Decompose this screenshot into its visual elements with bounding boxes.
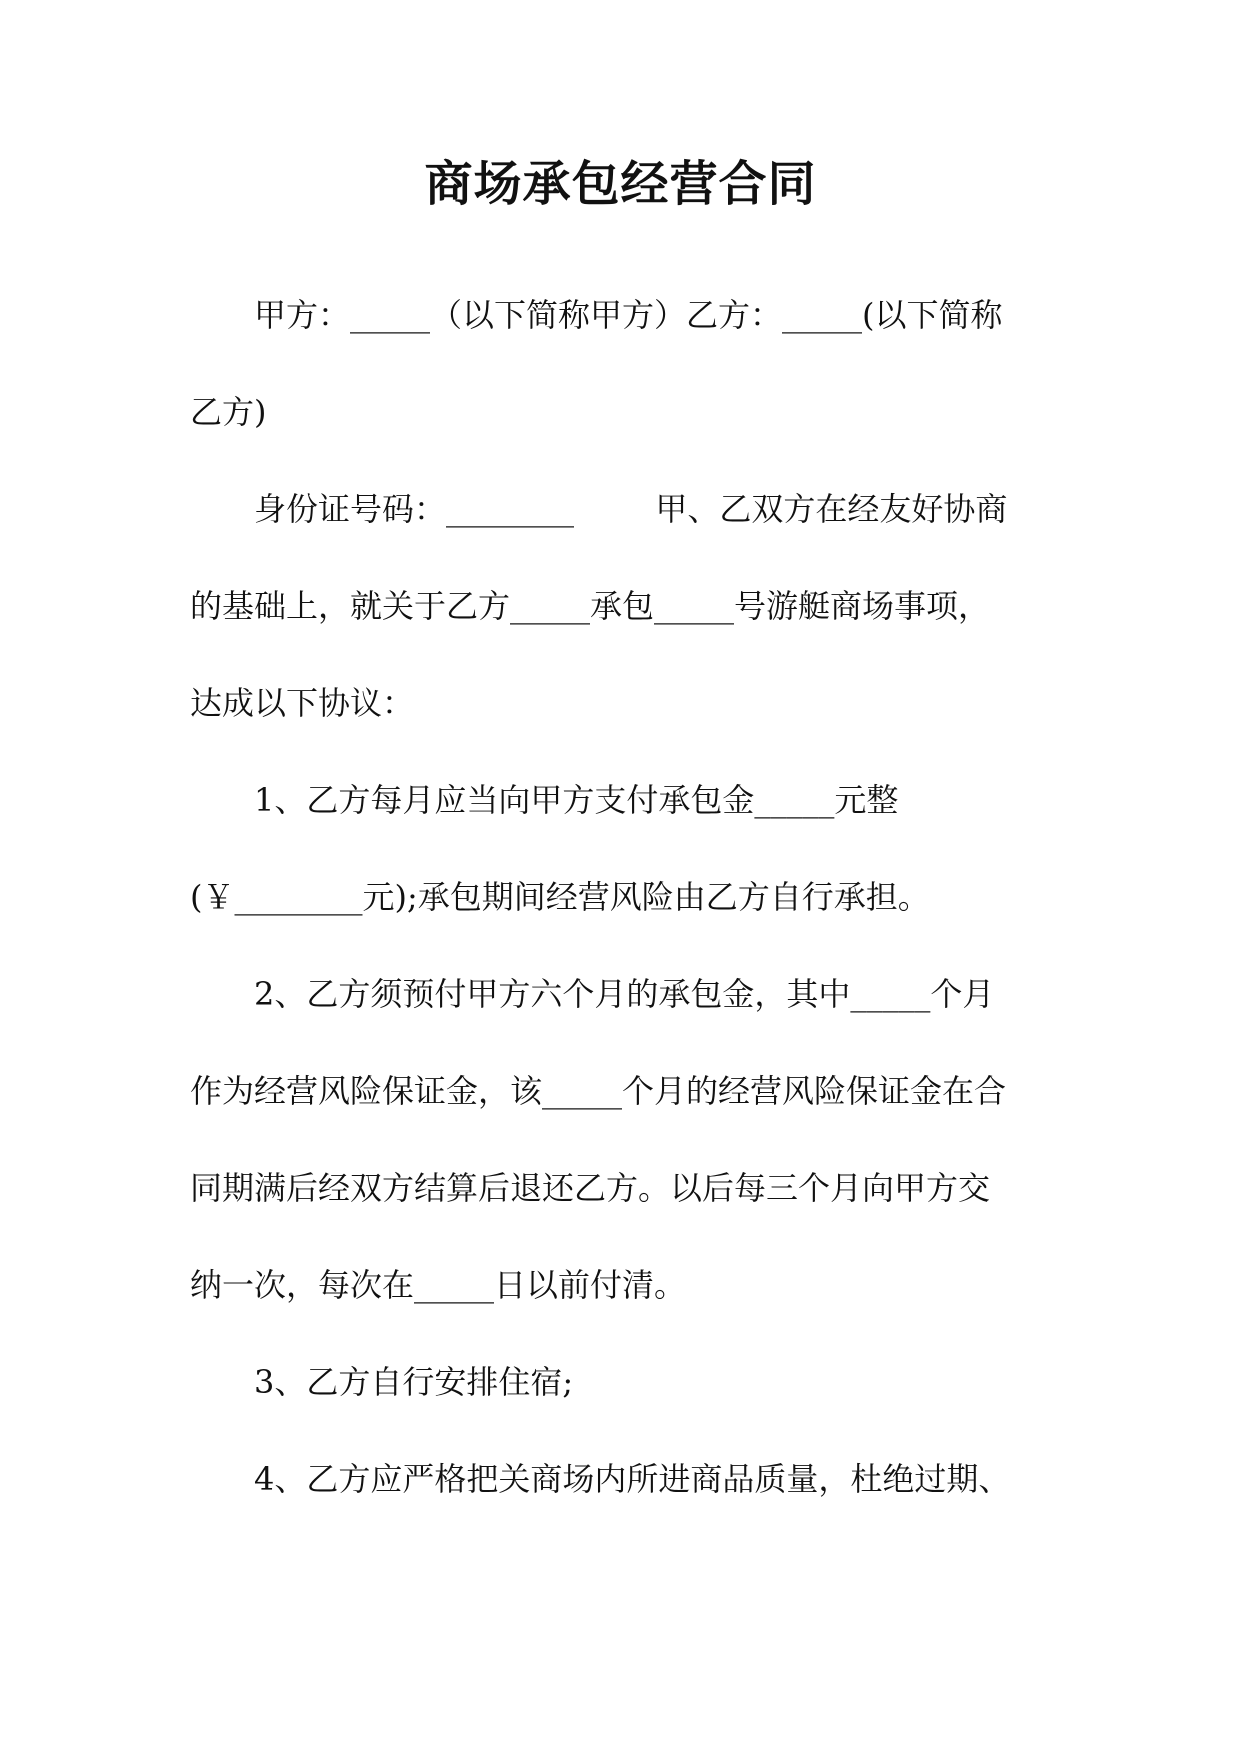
clause-2-line: 同期满后经双方结算后退还乙方。以后每三个月向甲方交 [190,1169,991,1207]
clause-1-line: 1、乙方每月应当向甲方支付承包金_____元整 [254,781,899,819]
paragraph-line: 达成以下协议： [190,684,415,722]
clause-4-line: 4、乙方应严格把关商场内所进商品质量，杜绝过期、 [254,1460,1011,1498]
paragraph-line: 甲方：_____（以下简称甲方）乙方：_____(以下简称 [254,296,1003,334]
clause-1-line: (￥________元);承包期间经营风险由乙方自行承担。 [190,878,930,916]
clause-2-line: 作为经营风险保证金，该_____个月的经营风险保证金在合 [190,1072,1007,1110]
clause-2-line: 2、乙方须预付甲方六个月的承包金，其中_____个月 [254,975,995,1013]
document-title: 商场承包经营合同 [424,156,817,212]
paragraph-line: 的基础上，就关于乙方_____承包_____号游艇商场事项， [190,587,991,625]
clause-3-line: 3、乙方自行安排住宿; [254,1363,574,1401]
document-body [190,287,1040,1548]
paragraph-line: 身份证号码：________ 甲、乙双方在经友好协商 [254,490,1008,528]
paragraph-line: 乙方) [190,393,267,431]
clause-2-line: 纳一次，每次在_____日以前付清。 [190,1266,687,1304]
